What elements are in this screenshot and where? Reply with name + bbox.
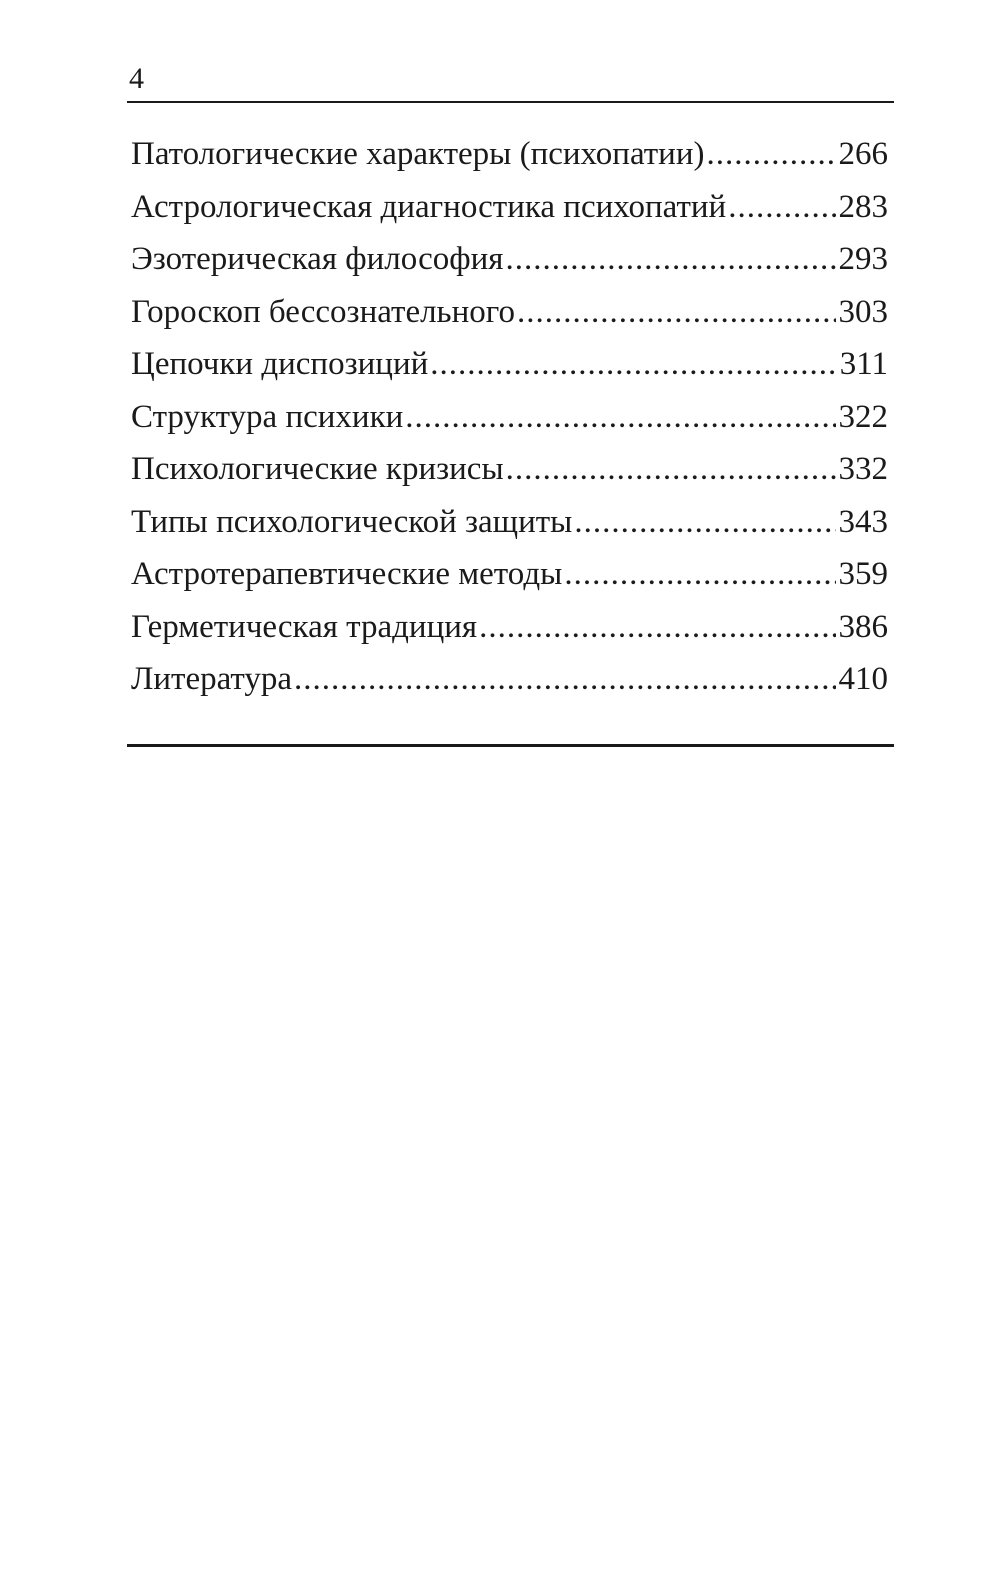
toc-entry xyxy=(131,233,888,286)
toc-entry-title: Психологические кризисы xyxy=(131,451,504,487)
footer-rule xyxy=(127,744,894,747)
toc-entry-page: 311 xyxy=(839,346,888,382)
table-of-contents xyxy=(131,128,888,706)
toc-entry-page: 266 xyxy=(838,136,888,172)
dot-leader xyxy=(405,391,835,443)
dot-leader xyxy=(517,286,836,338)
toc-entry xyxy=(131,128,888,181)
toc-entry-page: 386 xyxy=(838,608,888,645)
toc-entry xyxy=(131,391,888,444)
toc-entry-title: Астрологическая диагностика психопатий xyxy=(131,188,727,225)
toc-entry-page: 293 xyxy=(838,241,888,277)
toc-entry-title: Патологические характеры (психопатии) xyxy=(131,136,705,172)
dot-leader xyxy=(505,233,835,285)
toc-entry xyxy=(131,338,888,391)
dot-leader xyxy=(574,496,835,548)
dot-leader xyxy=(728,181,835,233)
toc-entry-page: 410 xyxy=(838,661,888,697)
toc-entry-title: Астротерапевтические методы xyxy=(131,556,563,592)
toc-entry-title: Типы психологической защиты xyxy=(131,503,573,540)
toc-entry xyxy=(131,548,888,601)
page-number: 4 xyxy=(129,62,144,95)
dot-leader xyxy=(479,601,835,653)
toc-entry xyxy=(131,653,888,706)
dot-leader xyxy=(706,128,835,180)
toc-entry-page: 322 xyxy=(838,398,888,435)
toc-entry-title: Цепочки диспозиций xyxy=(131,346,429,382)
toc-entry-title: Герметическая традиция xyxy=(131,608,478,645)
toc-entry-page: 359 xyxy=(838,556,888,592)
toc-entry-page: 283 xyxy=(838,188,888,225)
toc-entry-title: Эзотерическая философия xyxy=(131,241,504,277)
dot-leader xyxy=(564,548,835,600)
toc-entry xyxy=(131,286,888,339)
toc-entry-page: 343 xyxy=(838,503,888,540)
toc-entry xyxy=(131,443,888,496)
toc-entry-title: Гороскоп бессознательного xyxy=(131,293,515,330)
dot-leader xyxy=(430,338,836,390)
toc-entry-page: 303 xyxy=(838,293,888,330)
toc-entry xyxy=(131,496,888,549)
toc-entry-title: Структура психики xyxy=(131,398,404,435)
dot-leader xyxy=(294,653,835,705)
toc-entry-title: Литература xyxy=(131,661,293,697)
header-rule xyxy=(127,101,894,103)
toc-entry xyxy=(131,601,888,654)
dot-leader xyxy=(506,443,836,495)
toc-entry-page: 332 xyxy=(838,451,888,487)
toc-entry xyxy=(131,181,888,234)
